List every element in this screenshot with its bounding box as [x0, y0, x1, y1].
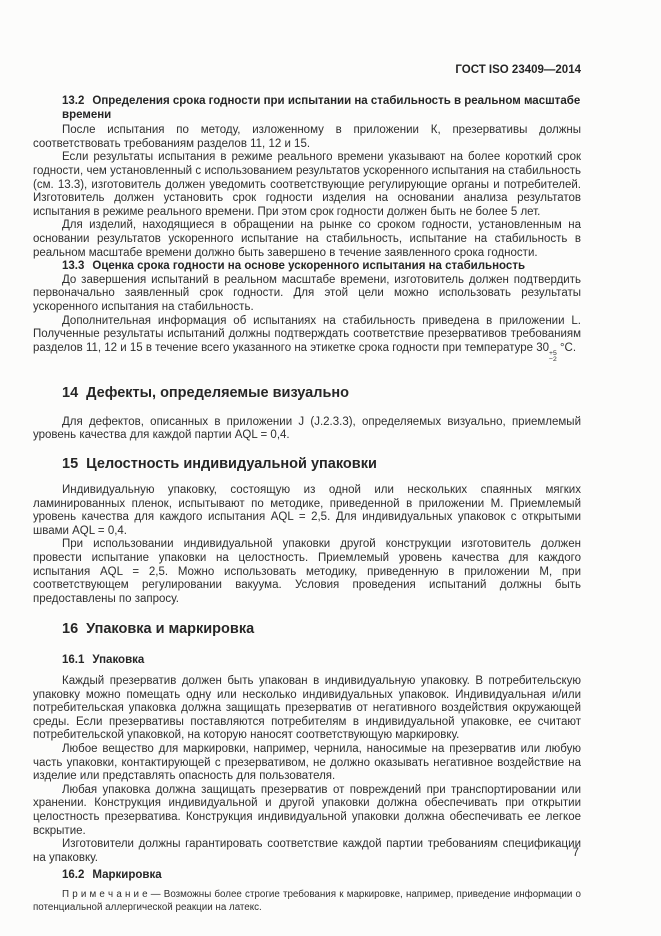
chapter-number: 16	[62, 621, 79, 638]
section-number: 13.2	[62, 95, 85, 107]
chapter-heading-14	[62, 385, 581, 402]
section-title: Оценка срока годности на основе ускоренного испытания на стабильность	[92, 260, 526, 273]
temperature-upper-tolerance: +5	[549, 349, 557, 357]
paragraph: Для дефектов, описанных в приложении J (J.2.3.3), определяемых визуально, приемлемый уровень качества для каждой партии AQL = 0,4.	[33, 415, 581, 442]
paragraph-text: °С.	[556, 341, 577, 354]
paragraph: После испытания по методу, изложенному в приложении К, презервативы должны соответствовать требованиям разделов 11, 12 и 15.	[33, 124, 581, 150]
paragraph: Изготовители должны гарантировать соответствие каждой партии требованиям спецификации на упаковку.	[33, 838, 581, 864]
chapter-title: Дефекты, определяемые визуально	[86, 384, 349, 401]
paragraph: Для изделий, находящиеся в обращении на рынке со сроком годности, установленным на основании результатов ускоренного испытание на стабильность, испытание на стабильность в реальном масштабе времени должно быть завершено в течение заявленного срока годности.	[33, 219, 581, 259]
section-title: Упаковка	[92, 654, 145, 667]
page-number: 7	[572, 847, 579, 859]
paragraph-text: Дополнительная информация об испытаниях на стабильность приведена в приложении L. Полученные результаты испытаний должны подтверждать соответствие презервативов требованиям разделов 11, 12 и 15 в течение всего указанного на этикетке срока годности при температуре 30	[33, 314, 581, 354]
paragraph-with-temperature	[33, 315, 581, 364]
section-heading-16-2	[62, 869, 581, 883]
paragraph: До завершения испытаний в реальном масштабе времени, изготовитель должен подтвердить первоначально заявленный срок годности. Для этой цели можно использовать результаты ускоренного испытания на стабильность.	[33, 273, 581, 313]
note: П р и м е ч а н и е — Возможны более строгие требования к маркировке, например, приведение информации о потенциальной аллергической реакции на латекс.	[33, 888, 581, 913]
paragraph: Каждый презерватив должен быть упакован в индивидуальную упаковку. В потребительскую упаковку можно помещать одну или несколько индивидуальных упаковок. Индивидуальная и/или потребительская упаковка должна защищать презерватив от негативного воздействия окружающей среды. Если презервативы поставляются потребителям в индивидуальной упаковке, ее считают потребительской упаковкой, на которую наносят соответствующую маркировку.	[33, 675, 581, 742]
chapter-number: 14	[62, 384, 79, 401]
paragraph: Если результаты испытания в режиме реального времени указывают на более короткий срок годности, чем установленный с использованием результатов ускоренного испытания на стабильность (см. 13.3), изготовитель должен уведомить соответствующие регулирующие органы и потребителей. Изготовитель должен установить срок годности изделия на основании анализа результатов испытания в режиме реального времени. При этом срок годности должен быть не более 5 лет.	[33, 151, 581, 218]
section-number: 16.2	[62, 869, 85, 882]
section-title: Маркировка	[92, 869, 162, 882]
chapter-heading-15	[62, 456, 581, 473]
section-number: 16.1	[62, 654, 85, 667]
doc-code-header: ГОСТ ISO 23409—2014	[455, 64, 581, 76]
section-number: 13.3	[62, 260, 85, 273]
paragraph: Индивидуальную упаковку, состоящую из одной или нескольких спаянных мягких ламинированных пленок, испытывают по методике, приведенной в приложении М. Приемлемый уровень качества для каждого испытания AQL = 2,5. Для индивидуальных упаковок с открытыми швами AQL = 0,4.	[33, 484, 581, 537]
section-heading-13-3	[62, 260, 581, 274]
temperature-tolerance	[549, 351, 557, 364]
chapter-title: Упаковка и маркировка	[86, 621, 255, 638]
paragraph: При использовании индивидуальной упаковки другой конструкции изготовитель должен провести испытание упаковки на целостность. Приемлемый уровень качества для каждого испытания AQL = 2,5. Можно использовать методику, приведенную в приложении М, при соответствующем регулировании вакуума. Условия проведения испытаний должны быть предоставлены по запросу.	[33, 538, 581, 605]
section-heading-13-2	[62, 95, 581, 122]
chapter-heading-16	[62, 621, 581, 638]
section-title: Определения срока годности при испытании на стабильность в реальном масштабе времени	[62, 95, 581, 121]
chapter-number: 15	[62, 456, 79, 473]
temperature-lower-tolerance: −2	[549, 356, 557, 364]
paragraph: Любое вещество для маркировки, например, чернила, наносимые на презерватив или любую часть упаковки, контактирующей с презервативом, не должно оказывать негативное воздействие на изделие или представлять опасность для пользователя.	[33, 742, 581, 783]
section-heading-16-1	[62, 654, 581, 668]
paragraph: Любая упаковка должна защищать презерватив от повреждений при транспортировании или хранении. Конструкция индивидуальной и другой упаковки должна обеспечивать при открытии целостность презерватива. Конструкция индивидуальной упаковки должна обеспечивать ее легкое вскрытие.	[33, 783, 581, 837]
chapter-title: Целостность индивидуальной упаковки	[86, 456, 377, 473]
